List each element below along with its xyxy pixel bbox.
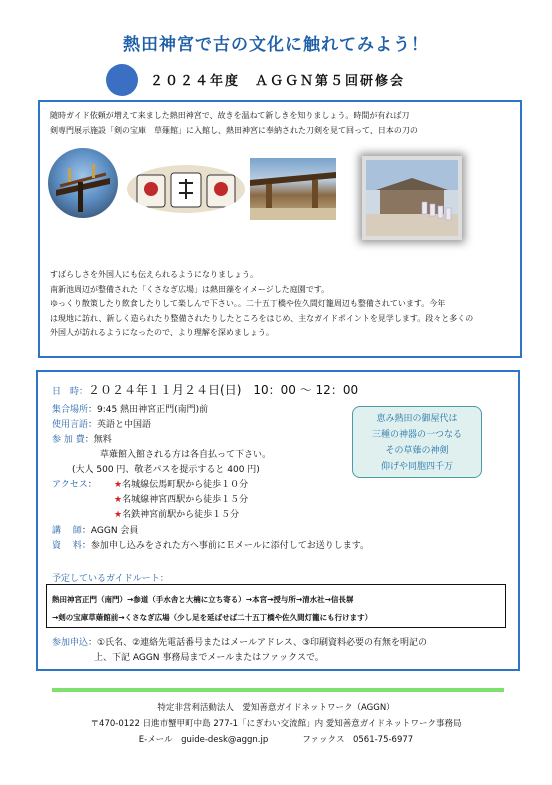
route-title: 予定しているガイドルート： [52, 574, 169, 584]
intro-line: 南新池周辺が整備された「くさなぎ広場」は熱田藻をイメージした庭園です。 [50, 284, 330, 294]
blue-circle-decoration [106, 64, 138, 96]
photo-shrine-gate [250, 158, 336, 220]
date-value: ２０２４年１１月２４日(日) 10：00 〜 12：00 [88, 383, 359, 397]
intro-text-top [50, 108, 512, 138]
callout-line: その草薙の神剣 [385, 446, 449, 456]
lang-label: 使用言語 [52, 420, 89, 430]
footer-contact: E-メール guide-desk@aggn.jp ファックス 0561-75-6977 [138, 735, 414, 745]
fee-note-2: (大人 500 円、敬老パスを提示すると 400 円) [72, 465, 260, 475]
route-line: 熱田神宮正門（南門）→参道（手水舎と大楠に立ち寄る）→本宮→授与所→清水社→信長塀 [52, 595, 354, 604]
star-icon: ★ [114, 495, 123, 505]
material-label: 資 料 [52, 541, 82, 551]
footer-divider [52, 688, 504, 692]
song-callout [352, 406, 482, 478]
lecturer-label: 講 師 [52, 526, 82, 536]
date-label: 日 時： [52, 387, 89, 397]
access-row [52, 478, 97, 492]
fee-row [52, 433, 112, 447]
star-icon: ★ [114, 480, 123, 490]
photo-shrine-lanterns [362, 156, 462, 240]
footer-org: 特定非営利活動法人 愛知善意ガイドネットワーク（AGGN） [157, 703, 395, 713]
lang-value: ：英語と中国語 [88, 420, 152, 430]
meet-value: ：9:45 熱田神宮正門(南門)前 [88, 405, 209, 415]
meet-row [52, 403, 208, 417]
lang-row [52, 418, 151, 432]
access-item [114, 493, 248, 507]
access-text: 名鉄神宮前駅から徒歩１５分 [122, 510, 240, 520]
meet-label: 集合場所 [52, 405, 89, 415]
intro-line: は現地に訪れ、新しく造られたり整備されたりしたところをはじめ、主なガイドポイントを見学します。段々と多くの [50, 313, 474, 323]
intro-line: すばらしさを外国人にも伝えられるようになりましょう。 [50, 270, 258, 279]
route-line: →剣の宝庫草薙館前→くさなぎ広場（少し足を延ばせば二十五丁橋や佐久間灯籠にも行けます） [52, 613, 373, 622]
callout-line: 仰げや同胞四千万 [380, 462, 453, 472]
access-item [114, 478, 248, 492]
callout-line: 恵み熱田の御屋代は [376, 414, 458, 424]
date-row [52, 383, 358, 399]
access-text: 名城線伝馬町駅から徒歩１０分 [122, 480, 249, 490]
lecturer-value: ：AGGN 会員 [81, 526, 139, 536]
photo-sake-barrels [127, 165, 245, 213]
fee-note-1: 草薙館入館される方は各自払って下さい。 [100, 450, 272, 460]
callout-line: 三種の神器の一つなる [371, 430, 462, 440]
fee-label: 参 加 費 [52, 435, 85, 445]
footer-address: 〒470-0122 日進市蟹甲町中島 277-1「にぎわい交流館」内 愛知善意ガイドネットワーク事務局 [90, 719, 462, 729]
fee-value: ：無料 [84, 435, 112, 445]
access-item [114, 508, 239, 522]
access-label: アクセス [52, 480, 88, 490]
route-box [46, 584, 506, 628]
lecturer-row [52, 524, 138, 538]
intro-line: 剣専門展示施設「剣の宝庫 草薙館」に入館し、熱田神宮に奉納された刀剣を見て回って、日本の刀の [50, 126, 418, 135]
apply-line-1: ：①氏名、②連絡先電話番号またはメールアドレス、③印刷資料必要の有無を明記の [88, 638, 428, 648]
star-icon: ★ [114, 510, 123, 520]
intro-line: ゆっくり散策したり飲食したりして楽しんで下さい。。二十五丁橋や佐久間灯籠周辺も整備されています。今年 [50, 299, 446, 308]
intro-line: 外国人が訪れるようになったので、より理解を深めましょう。 [50, 328, 274, 337]
page-title: 熱田神宮で古の文化に触れてみよう！ [123, 35, 429, 55]
intro-line: 随時ガイド依頼が増えて来ました熱田神宮で、故きを温ねて新しきを知りましょう。時間が有れば刀 [50, 111, 410, 120]
intro-text-bottom [50, 268, 512, 341]
photo-torii-roof [48, 148, 118, 218]
access-sep: ： [87, 480, 97, 490]
apply-line-2: 上、下記 AGGN 事務局までメールまたはファックスで。 [94, 653, 324, 663]
apply-row [52, 636, 427, 650]
access-text: 名城線神宮西駅から徒歩１５分 [122, 495, 249, 505]
apply-label: 参加申込 [52, 638, 89, 648]
material-value: ：参加申し込みをされた方へ事前にＥメールに添付してお送りします。 [81, 541, 369, 551]
material-row [52, 539, 369, 553]
page-subtitle: ２０２４年度 ＡＧＧＮ第５回研修会 [150, 74, 406, 89]
